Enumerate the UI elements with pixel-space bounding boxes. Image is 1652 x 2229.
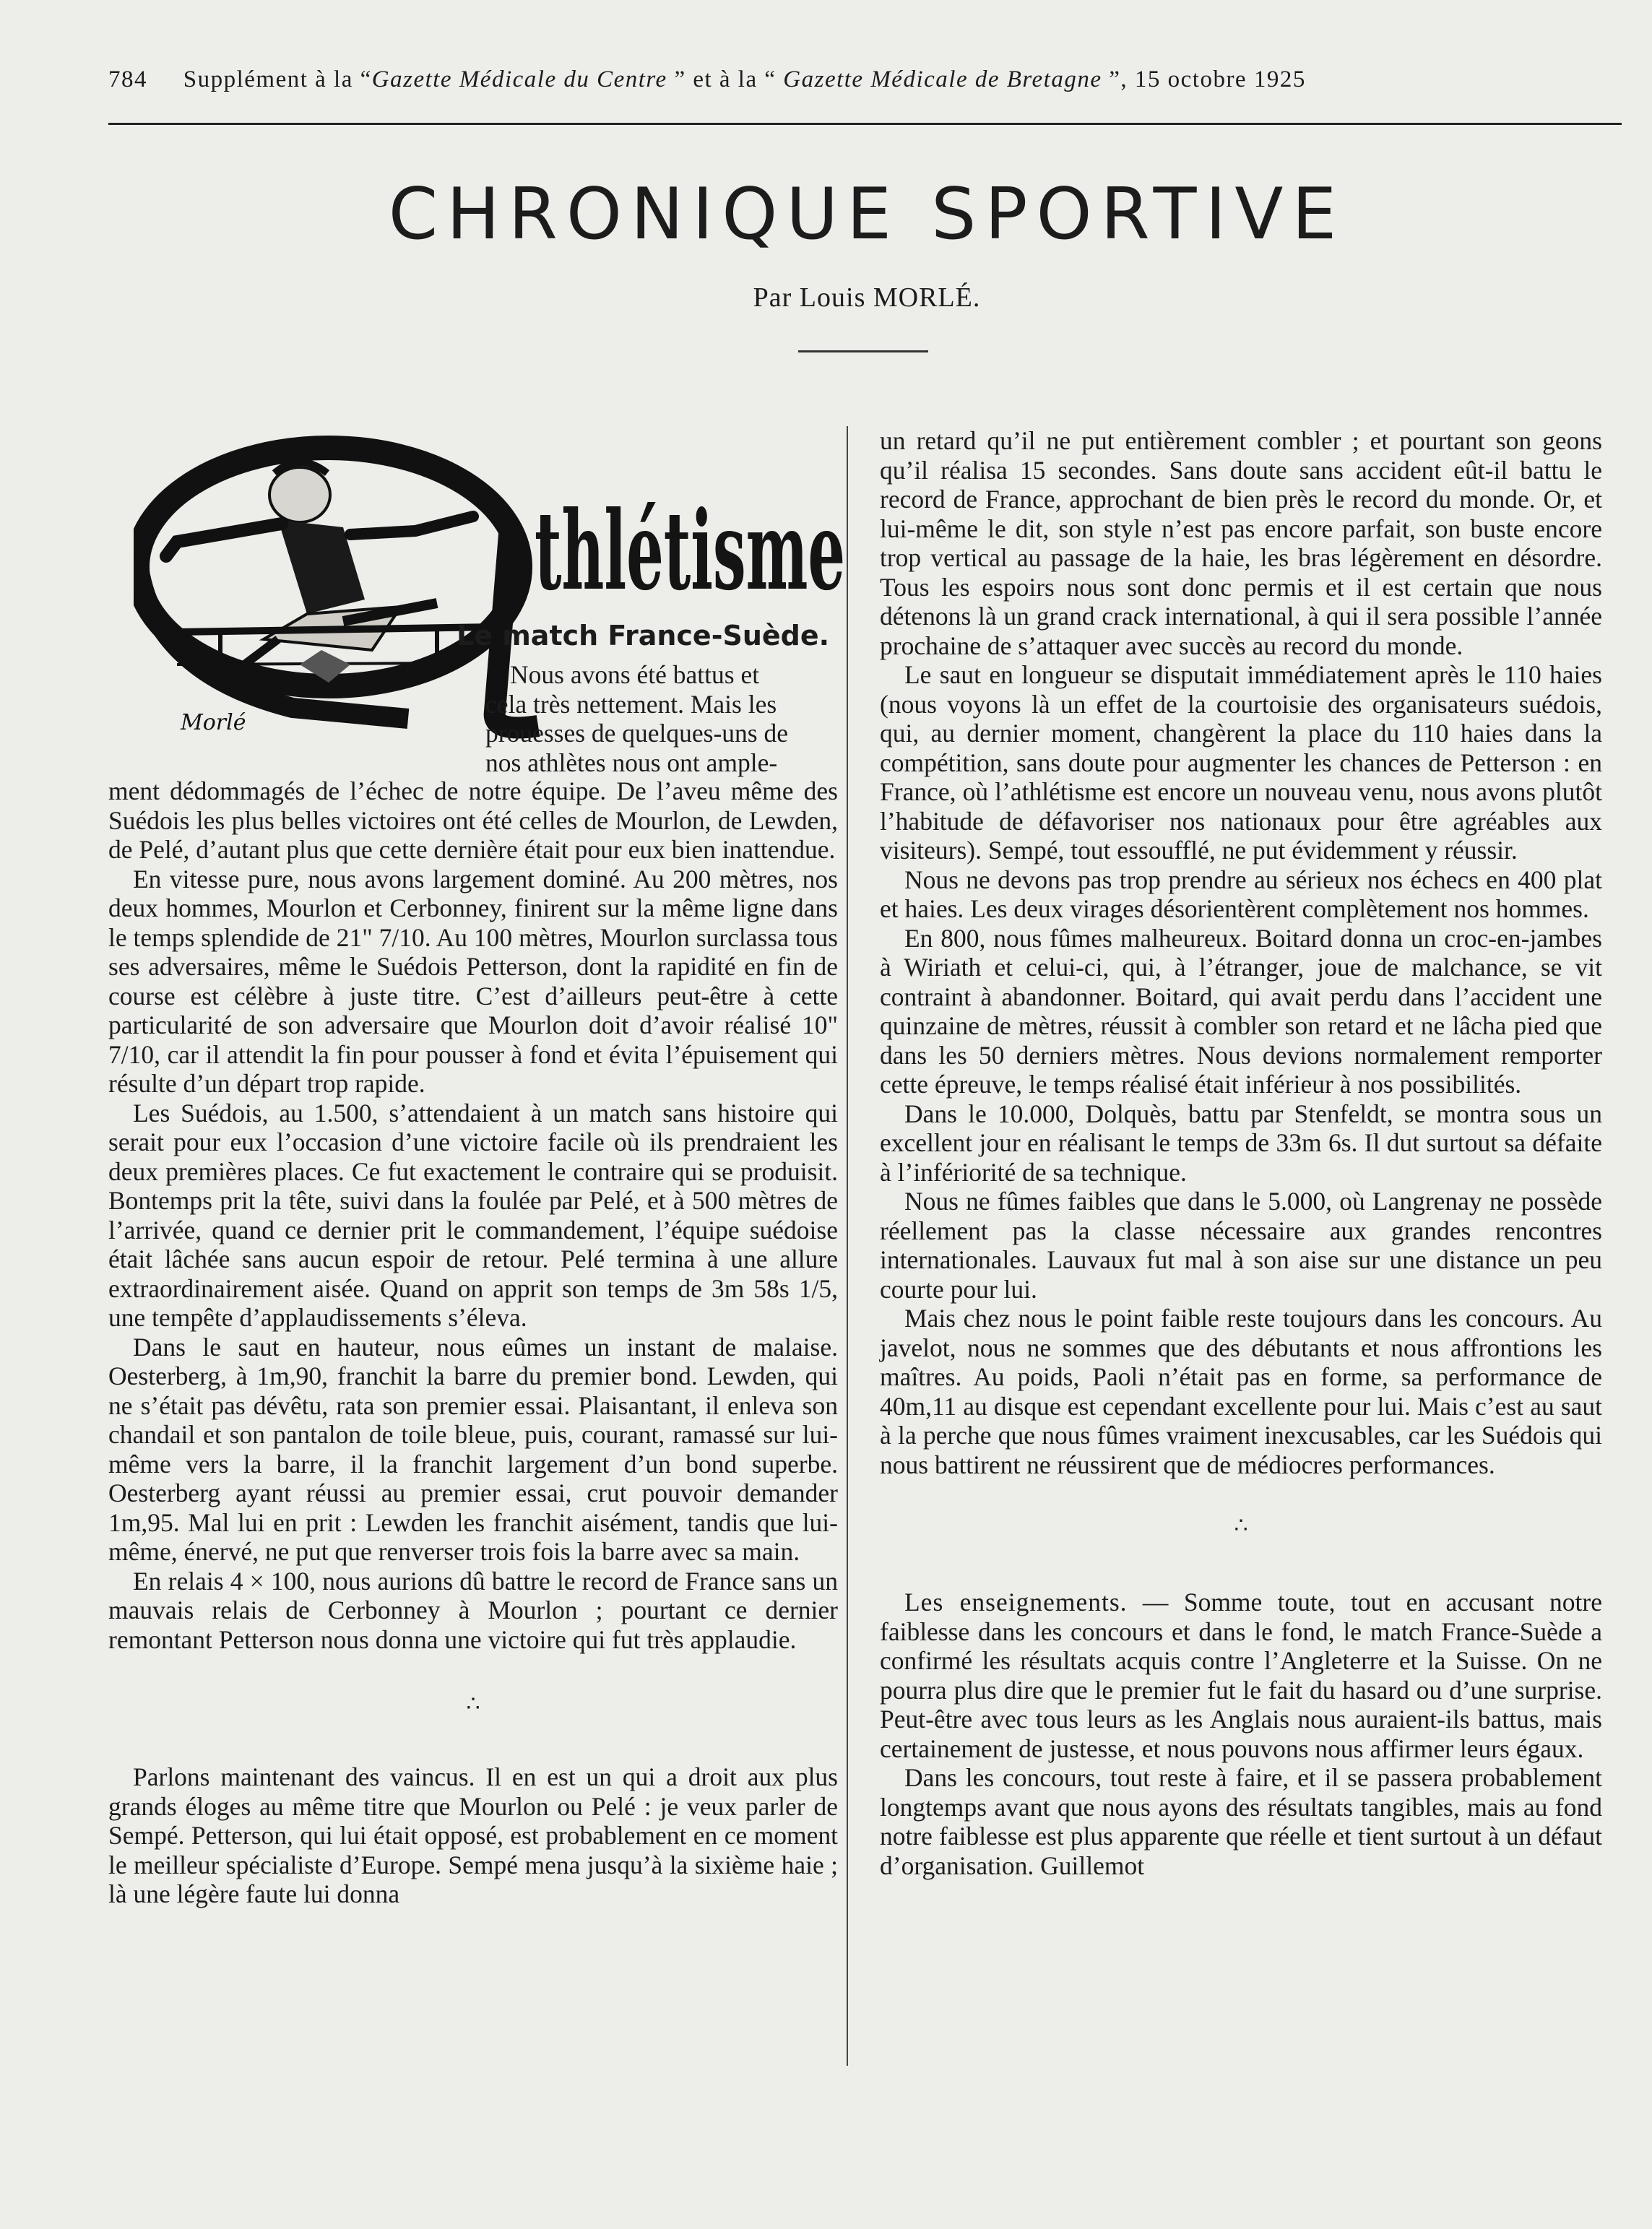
paragraph: Mais chez nous le point faible reste toujours dans les concours. Au javelot, nous ne sommes que des débutants et nous affrontions les maîtres. Au poids, Paoli n’était pas en forme, sa performance de 40m,11 au disque est cependant excellente pour lui. Mais c’est au saut à la perche que nous fûmes vraiment inexcusables, car les Suédois qui nous battirent ne réussirent que de médiocres performances. xyxy=(880,1304,1602,1479)
left-column xyxy=(108,776,838,1909)
paragraph: Dans le saut en hauteur, nous eûmes un instant de malaise. Oesterberg, à 1m,90, franchit la barre du premier bond. Lewden, qui ne s’était pas dévêtu, rata son premier essai. Plaisantant, il enleva son chandail et son pantalon de toile bleue, puis, courant, ramassé sur lui-même vers la barre, il la franchit largement d’un bond superbe. Oesterberg ayant réussi au premier essai, crut pouvoir demander 1m,95. Mal lui en prit : Lewden les franchit aisément, tandis que lui-même, énervé, ne put que renverser trois fois la barre avec sa main. xyxy=(108,1332,838,1566)
byline: Par Louis MORLÉ. xyxy=(753,282,981,313)
paragraph: Dans le 10.000, Dolquès, battu par Stenfeldt, se montra sous un excellent jour en réalisant le temps de 33m 6s. Il dut surtout sa défaite à l’infériorité de sa technique. xyxy=(880,1099,1602,1187)
header-date: ”, 15 octobre 1925 xyxy=(1102,66,1306,92)
paragraph: En relais 4 × 100, nous aurions dû battre le record de France sans un mauvais relais de Cerbonney à Mourlon ; pourtant ce dernier remontant Petterson nous donna une victoire qui fut très applaudie. xyxy=(108,1566,838,1654)
paragraph: En vitesse pure, nous avons largement dominé. Au 200 mètres, nos deux hommes, Mourlon et Cerbonney, finirent sur la même ligne dans le temps splendide de 21" 7/10. Au 100 mètres, Mourlon surclassa tous ses adversaires, même le Suédois Petterson, dont la rapidité en fin de course est célèbre à juste titre. C’est d’ailleurs peut-être à cette particularité de son adversaire que Mourlon doit d’avoir réalisé 10" 7/10, car il attendit la fin pour pousser à fond et évita l’épuisement qui résulte d’un départ trop rapide. xyxy=(108,864,838,1098)
asterism-block xyxy=(880,1479,1602,1588)
asterism-block xyxy=(108,1654,838,1762)
running-header xyxy=(108,66,1567,93)
paragraph: Le saut en longueur se disputait immédiatement après le 110 haies (nous voyons là un effet de la courtoisie des organisateurs suédois, qui, au dernier moment, changèrent la place du 110 haies dans la compétition, sans doute pour augmenter les chances de Petterson : en France, où l’athlétisme est encore un nouveau venu, nous avons plutôt l’habitude de défavoriser nos nationaux pour être agréables aux visiteurs). Sempé, tout essoufflé, ne put évidemment y réussir. xyxy=(880,660,1602,865)
paragraph: Les Suédois, au 1.500, s’attendaient à un match sans histoire qui serait pour eux l’occasion d’une victoire facile où ils prendraient les deux premières places. Ce fut exactement le contraire qui se produisit. Bontemps prit la tête, suivi dans la foulée par Pelé, et à 500 mètres de l’arrivée, quand ce dernier prit le commandement, l’équipe suédoise était lâchée sans aucun espoir de retour. Pelé termina à une allure extraordinairement aisée. Quand on apprit son temps de 3m 58s 1/5, une tempête d’applaudissements s’éleva. xyxy=(108,1098,838,1332)
paragraph: Dans les concours, tout reste à faire, et il se passera probablement longtemps avant que nous ayons des résultats tangibles, mais au fond notre faiblesse est plus apparente que réelle et tient surtout à un défaut d’organisation. Guillemot xyxy=(880,1763,1602,1880)
paragraph: En 800, nous fûmes malheureux. Boitard donna un croc-en-jambes à Wiriath et celui-ci, qui, à l’étranger, joue de malchance, se vit contraint à abandonner. Boitard, qui avait perdu dans l’accident une quinzaine de mètres, réussit à combler son retard et ne lâcha pied que dans les 50 derniers mètres. Nous devions normalement remporter cette épreuve, le temps réalisé était inférieur à nos possibilités. xyxy=(880,923,1602,1099)
right-column xyxy=(880,426,1602,1880)
section-heading: Le match France-Suède. xyxy=(457,620,830,652)
journal-name-centre: Gazette Médicale du Centre xyxy=(371,66,667,92)
page-title: CHRONIQUE SPORTIVE xyxy=(388,173,1346,256)
intro-line: nos athlètes nous ont ample- xyxy=(485,748,778,777)
header-text-mid: ” et à la “ xyxy=(667,66,784,92)
asterism: ∴ xyxy=(466,1692,480,1716)
dash: — xyxy=(1127,1588,1184,1616)
intro-line: Nous avons été battus et xyxy=(510,660,760,689)
enseignements-lead: Les enseignements. xyxy=(904,1588,1128,1616)
header-text-pre: Supplément à la “ xyxy=(183,66,372,92)
enseignements-text: Somme toute, tout en accusant notre faiblesse dans les concours et dans le fond, le match France-Suède a confirmé les résultats acquis contre l’Angleterre et la Suisse. On ne pourra plus dire que le premier fut le fait du hasard ou d’une surprise. Peut-être avec tous leurs as les Anglais nous auraient-ils battus, mais certainement de justesse, et nous pouvons nous affirmer leurs égaux. xyxy=(880,1588,1603,1763)
intro-lines xyxy=(485,660,842,777)
paragraph: ment dédommagés de l’échec de notre équipe. De l’aveu même des Suédois les plus belles victoires ont été celles de Mourlon, de Lewden, de Pelé, d’autant plus que cette dernière était pour eux bien inattendue. xyxy=(108,776,838,864)
intro-line: prouesses de quelques-uns de xyxy=(485,719,788,748)
paragraph: un retard qu’il ne put entièrement combler ; et pourtant son geons qu’il réalisa 15 secondes. Sans doute sans accident eût-il battu le record de France, approchant de bien près le record du monde. Or, et lui-même le dit, son style n’est pas encore parfait, son buste encore trop vertical au passage de la haie, les bras légèrement en désordre. Tous les espoirs nous sont donc permis et il est certain que nous détenons là un grand crack international, à qui il sera possible l’année prochaine de s’attaquer avec succès au record du monde. xyxy=(880,426,1602,660)
header-rule xyxy=(108,123,1622,125)
enseignements-paragraph xyxy=(880,1588,1602,1763)
paragraph: Nous ne devons pas trop prendre au sérieux nos échecs en 400 plat et haies. Les deux virages désorientèrent complètement nos hommes. xyxy=(880,865,1602,923)
column-rule xyxy=(847,426,848,2066)
ornamental-word: thlétisme xyxy=(535,488,845,615)
paragraph: Parlons maintenant des vaincus. Il en est un qui a droit aux plus grands éloges au même titre que Mourlon ou Pelé : je veux parler de Sempé. Petterson, qui lui était opposé, est probablement en ce moment le meilleur spécialiste d’Europe. Sempé mena jusqu’à la sixième haie ; là une légère faute lui donna xyxy=(108,1762,838,1908)
page-number: 784 xyxy=(108,66,147,92)
paragraph: Nous ne fûmes faibles que dans le 5.000, où Langrenay ne possède réellement pas la classe nécessaire aux grandes rencontres internationales. Lauvaux fut mal à son aise sur une distance un peu courte pour lui. xyxy=(880,1187,1602,1304)
byline-rule xyxy=(798,350,928,352)
intro-line: cela très nettement. Mais les xyxy=(485,689,777,719)
journal-name-bretagne: Gazette Médicale de Bretagne xyxy=(783,66,1102,92)
illustrator-signature: Morlé xyxy=(181,710,246,735)
asterism: ∴ xyxy=(1234,1514,1248,1538)
